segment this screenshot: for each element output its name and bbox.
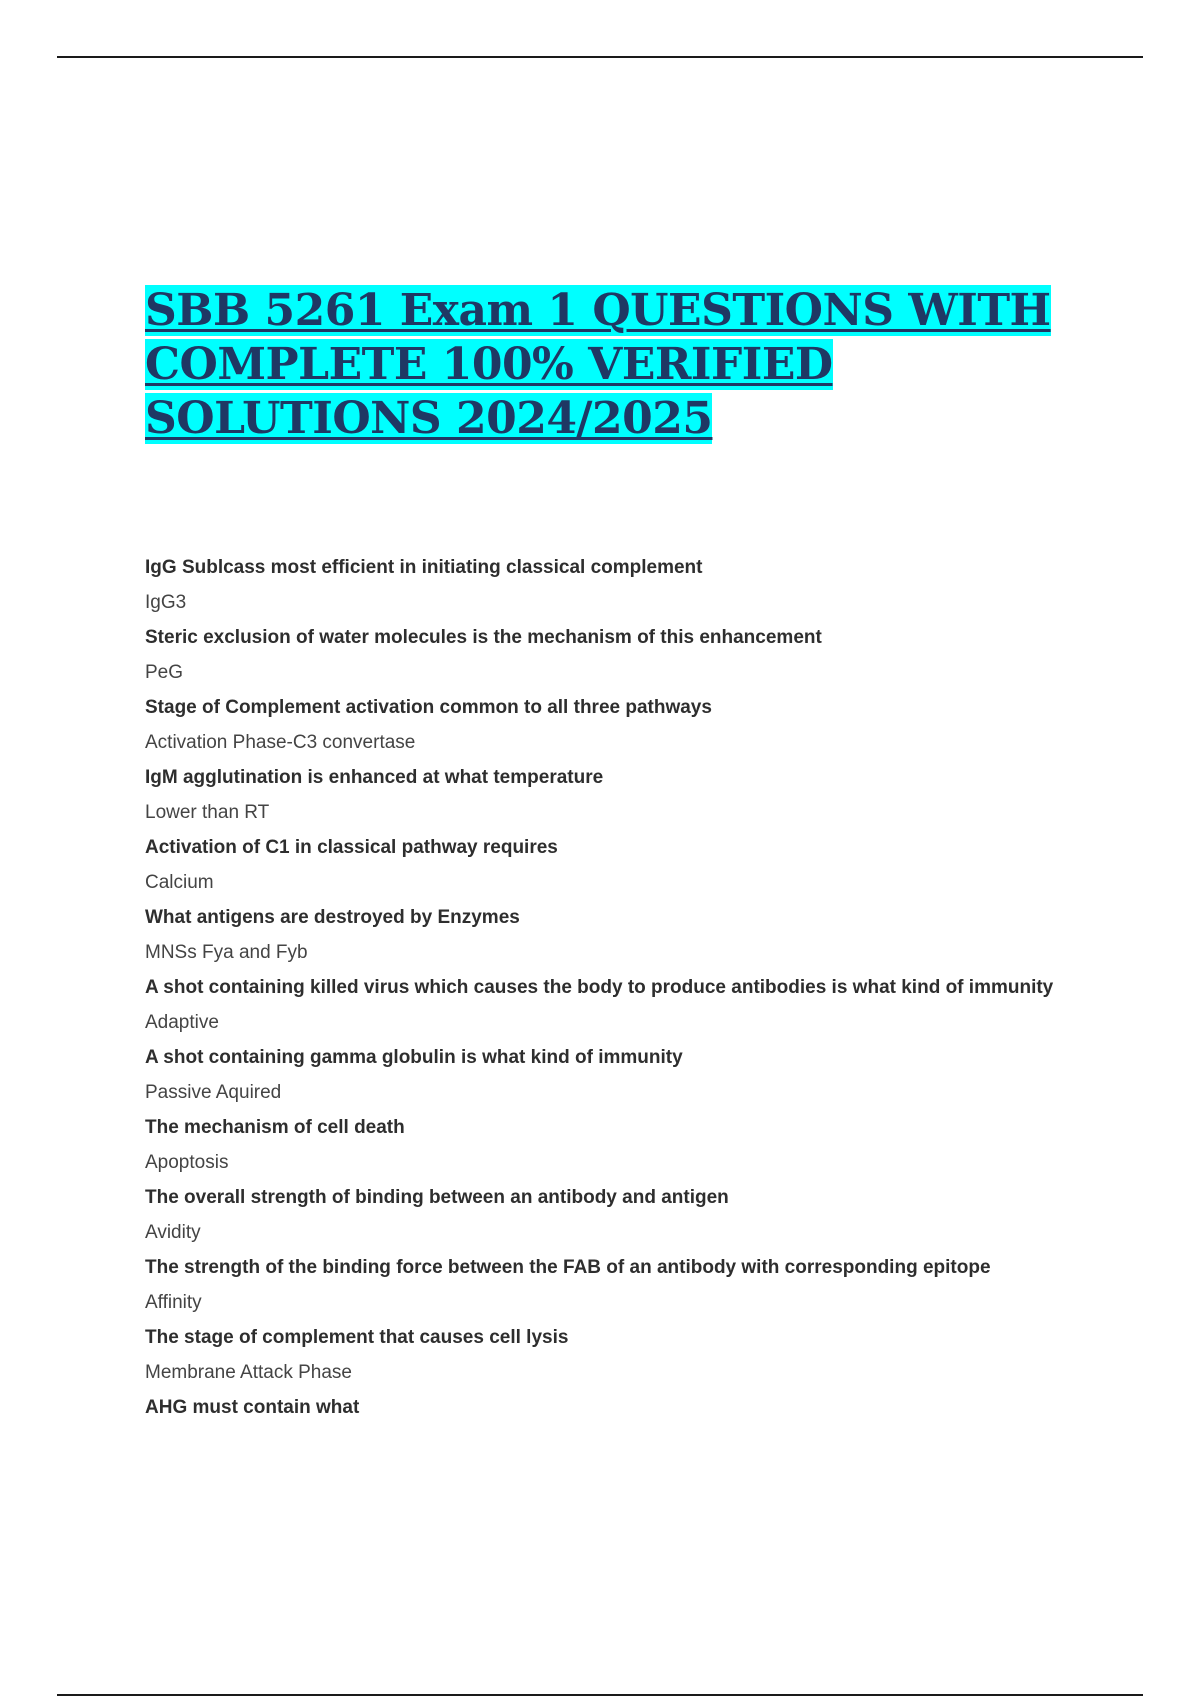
answer: PeG bbox=[145, 662, 184, 683]
question: The strength of the binding force between the FAB of an antibody with corresponding epitope bbox=[145, 1257, 991, 1278]
answer: Membrane Attack Phase bbox=[145, 1362, 352, 1383]
question: IgG Sublcass most efficient in initiating classical complement bbox=[145, 557, 703, 578]
answer: Adaptive bbox=[145, 1012, 219, 1033]
title-line-1: SBB 5261 Exam 1 QUESTIONS WITH bbox=[145, 285, 1051, 336]
answer: Avidity bbox=[145, 1222, 201, 1243]
qa-item bbox=[145, 691, 1075, 761]
qa-item bbox=[145, 1251, 1075, 1321]
header-rule bbox=[57, 56, 1143, 58]
qa-item bbox=[145, 971, 1075, 1041]
question: The stage of complement that causes cell lysis bbox=[145, 1327, 569, 1348]
answer: IgG3 bbox=[145, 592, 187, 613]
qa-item bbox=[145, 901, 1075, 971]
qa-item bbox=[145, 1111, 1075, 1181]
question: IgM agglutination is enhanced at what temperature bbox=[145, 767, 604, 788]
title-line-3: SOLUTIONS 2024/2025 bbox=[145, 393, 713, 444]
question: The mechanism of cell death bbox=[145, 1117, 405, 1138]
question: What antigens are destroyed by Enzymes bbox=[145, 907, 520, 928]
question: AHG must contain what bbox=[145, 1397, 360, 1418]
qa-item bbox=[145, 761, 1075, 831]
question: Activation of C1 in classical pathway requires bbox=[145, 837, 558, 858]
qa-item bbox=[145, 551, 1075, 621]
qa-item bbox=[145, 621, 1075, 691]
answer: MNSs Fya and Fyb bbox=[145, 942, 308, 963]
qa-item bbox=[145, 1181, 1075, 1251]
question: A shot containing killed virus which causes the body to produce antibodies is what kind of immunity bbox=[145, 977, 1054, 998]
qa-item bbox=[145, 1041, 1075, 1111]
qa-item bbox=[145, 1391, 1075, 1425]
answer: Activation Phase-C3 convertase bbox=[145, 732, 416, 753]
question: A shot containing gamma globulin is what kind of immunity bbox=[145, 1047, 683, 1068]
document-title bbox=[145, 284, 1075, 446]
question: Stage of Complement activation common to all three pathways bbox=[145, 697, 712, 718]
qa-item bbox=[145, 1321, 1075, 1391]
title-line-2: COMPLETE 100% VERIFIED bbox=[145, 339, 833, 390]
answer: Calcium bbox=[145, 872, 214, 893]
qa-item bbox=[145, 831, 1075, 901]
answer: Apoptosis bbox=[145, 1152, 229, 1173]
answer: Passive Aquired bbox=[145, 1082, 282, 1103]
qa-list bbox=[145, 551, 1075, 1425]
answer: Lower than RT bbox=[145, 802, 270, 823]
question: The overall strength of binding between an antibody and antigen bbox=[145, 1187, 729, 1208]
question: Steric exclusion of water molecules is the mechanism of this enhancement bbox=[145, 627, 822, 648]
footer-rule bbox=[57, 1694, 1143, 1696]
answer: Affinity bbox=[145, 1292, 202, 1313]
